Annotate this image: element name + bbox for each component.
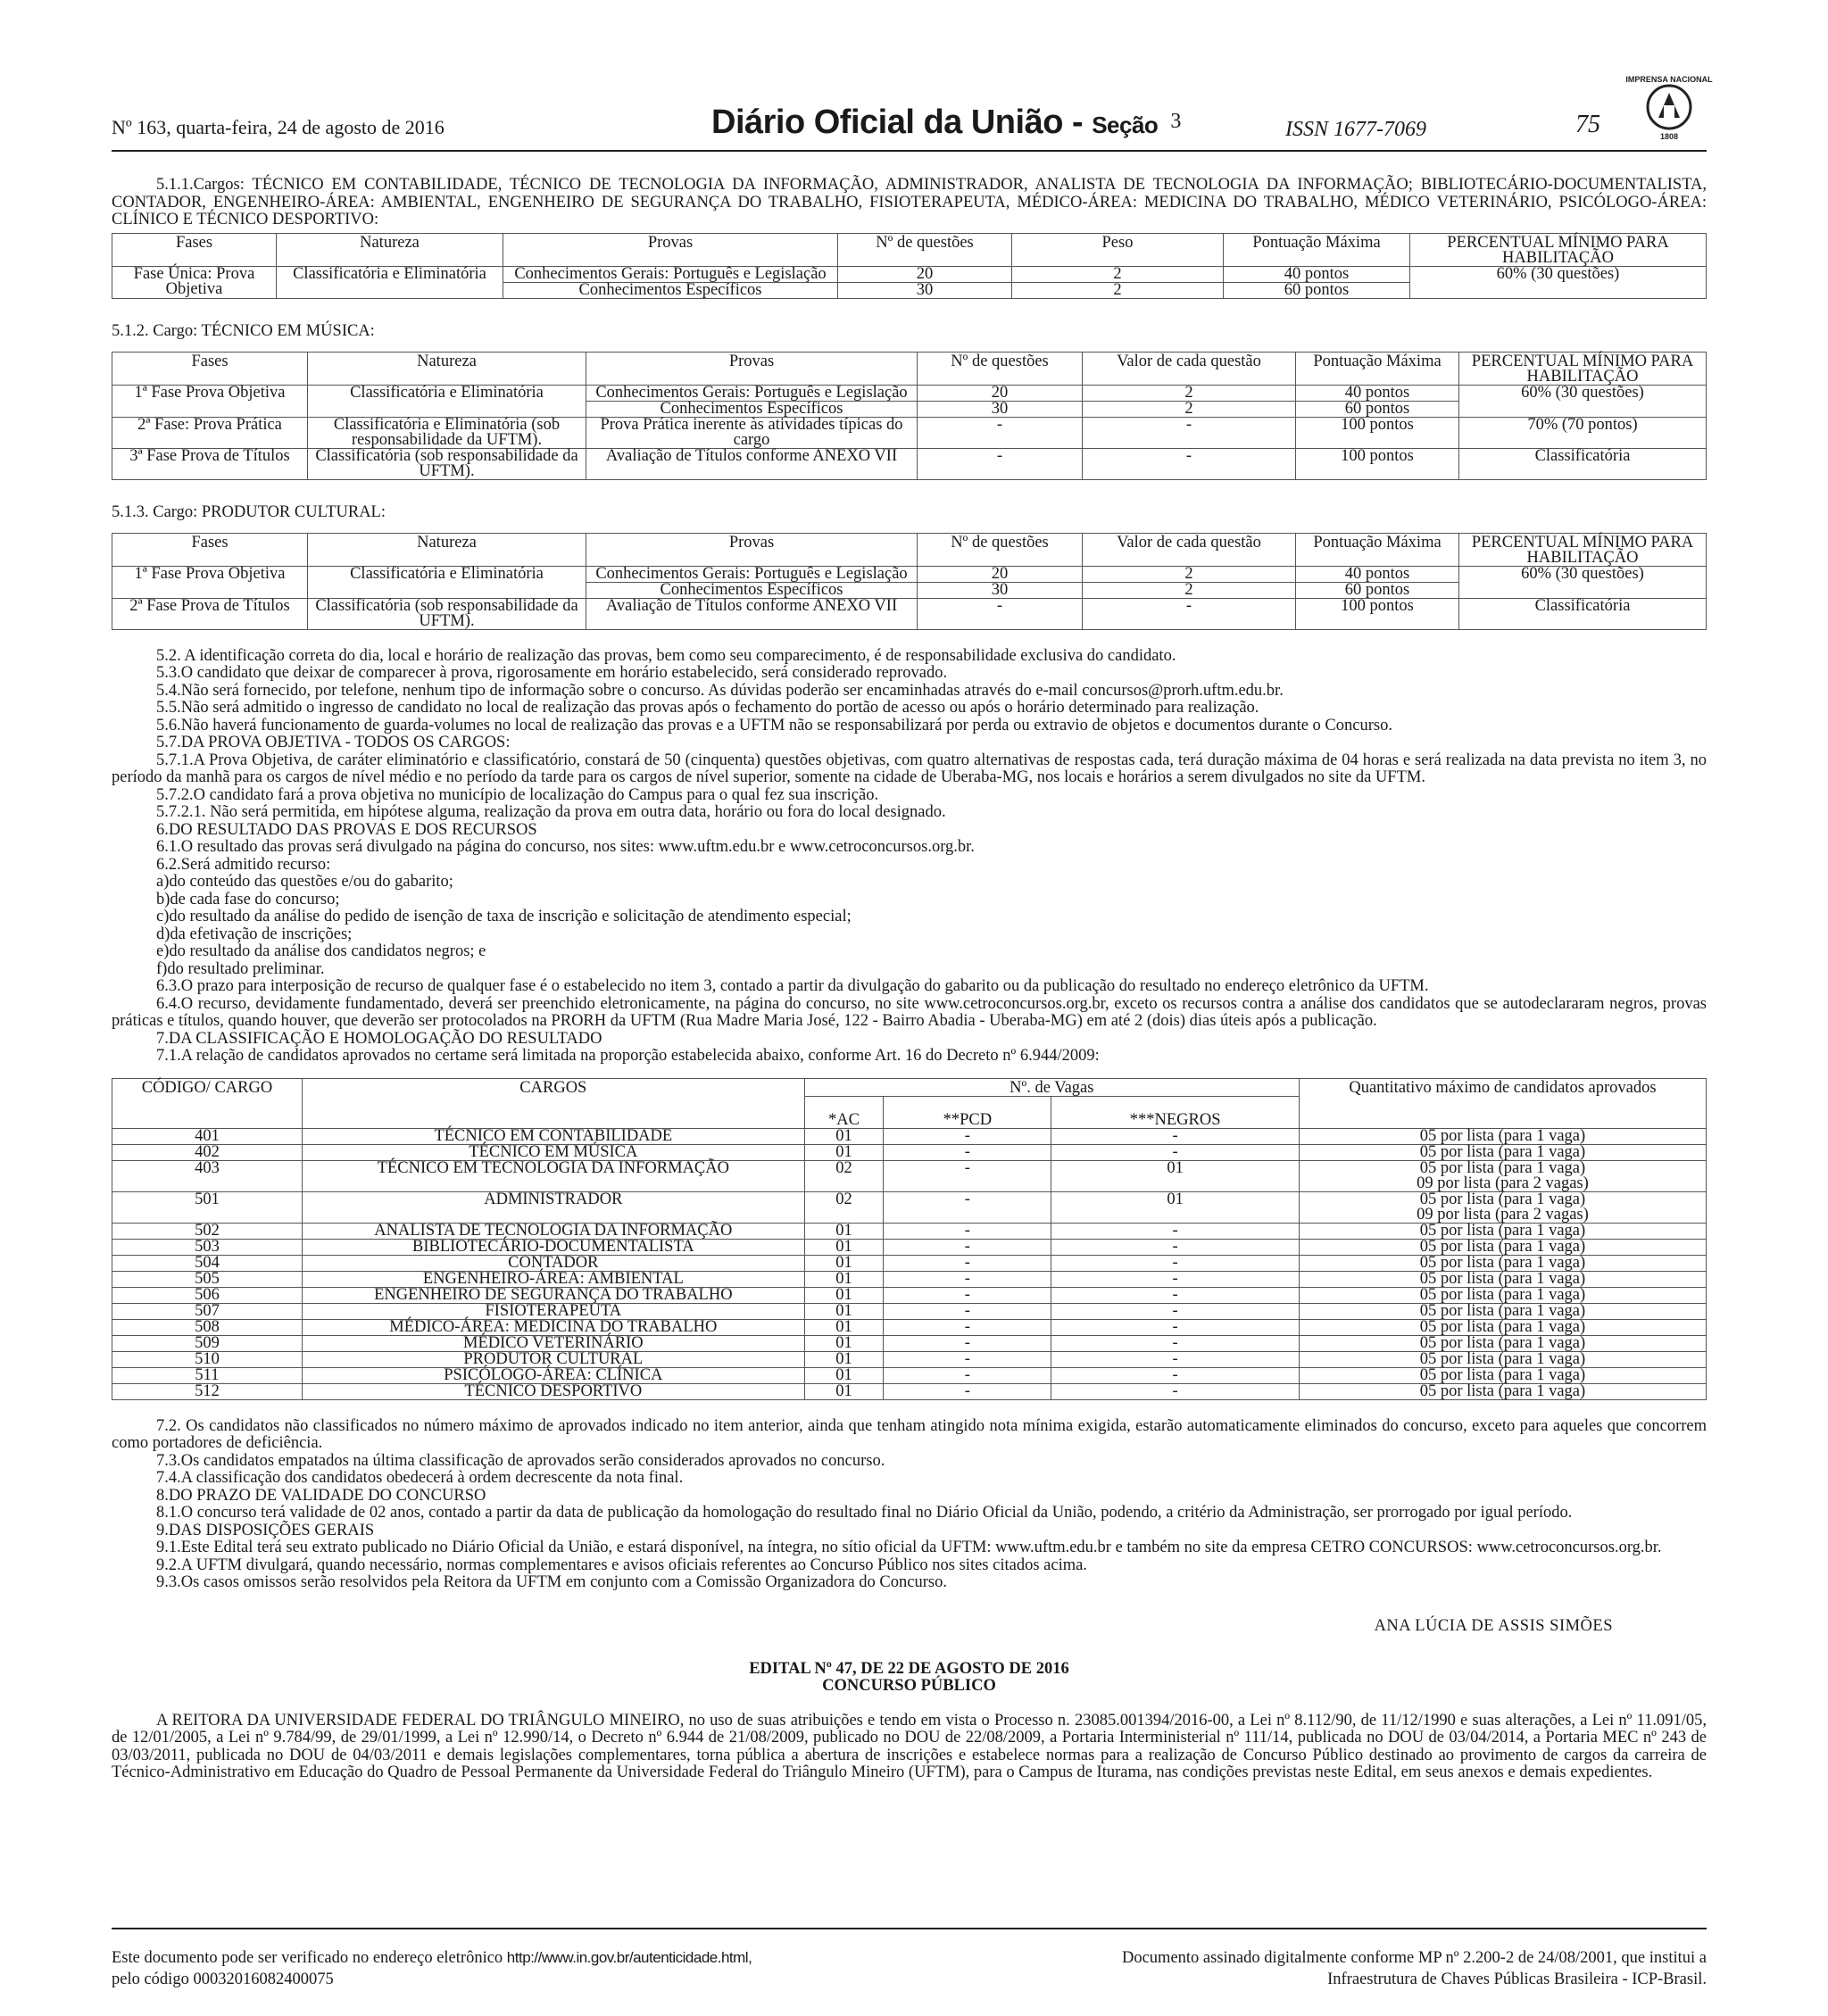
cell-codigo: 512: [112, 1383, 303, 1399]
table-row: [112, 1287, 1707, 1303]
cell-pcd: -: [884, 1287, 1051, 1303]
th-provas: Provas: [586, 352, 918, 385]
cell-percentual: 60% (30 questões): [1410, 266, 1707, 298]
cell-cargo: MÉDICO VETERINÁRIO: [302, 1335, 804, 1351]
cell-quantitativo: [1299, 1351, 1706, 1367]
th-valor: Valor de cada questão: [1083, 352, 1296, 385]
cell-cargo: TÉCNICO EM MÚSICA: [302, 1144, 804, 1160]
quantitativo-line: 05 por lista (para 1 vaga): [1419, 1253, 1586, 1272]
cell-quantitativo: [1299, 1191, 1706, 1223]
cell-codigo: 508: [112, 1319, 303, 1335]
cell-fase: 1ª Fase Prova Objetiva: [112, 385, 308, 417]
page-number: 75: [1575, 111, 1600, 138]
cell-questoes: 20: [838, 266, 1012, 282]
cell-questoes: 20: [918, 385, 1083, 401]
cell-quantitativo: [1299, 1383, 1706, 1399]
issue-date: Nº 163, quarta-feira, 24 de agosto de 2016: [112, 116, 445, 138]
cell-quantitativo: [1299, 1319, 1706, 1335]
cell-cargo: MÉDICO-ÁREA: MEDICINA DO TRABALHO: [302, 1319, 804, 1335]
cell-codigo: 507: [112, 1303, 303, 1319]
cell-quantitativo: [1299, 1271, 1706, 1287]
cell-quantitativo: [1299, 1144, 1706, 1160]
cell-valor: -: [1083, 417, 1296, 448]
table-513: [112, 533, 1707, 630]
signature: ANA LÚCIA DE ASSIS SIMÕES: [1374, 1616, 1613, 1635]
th-questoes: Nº de questões: [838, 233, 1012, 266]
journal-title: [711, 104, 1181, 142]
cell-questoes: 30: [918, 401, 1083, 417]
th-peso: Peso: [1012, 233, 1224, 266]
paragraph: 7.2. Os candidatos não classificados no número máximo de aprovados indicado no item anterior, ainda que tenham atingido nota mínima exigida, estarão automaticamente eliminados do concurso, exceto para aqueles que concorrem como portadores de deficiência.: [112, 1416, 1707, 1452]
paragraph: 9.DAS DISPOSIÇÕES GERAIS: [156, 1521, 375, 1539]
vagas-rows: [112, 1128, 1707, 1399]
page-header: [112, 75, 1713, 152]
cell-fase: Fase Única: Prova Objetiva: [112, 266, 277, 298]
cell-ac: 01: [804, 1351, 884, 1367]
cell-prova: Conhecimentos Gerais: Português e Legislação: [586, 385, 918, 401]
cell-natureza: Classificatória (sob responsabilidade da UFTM).: [308, 598, 586, 629]
journal-name: Diário Oficial da União -: [711, 104, 1084, 141]
cell-ac: 01: [804, 1319, 884, 1335]
quantitativo-line: 05 por lista (para 1 vaga): [1419, 1301, 1586, 1320]
th-questoes: Nº de questões: [918, 533, 1083, 566]
cell-pontuacao: 60 pontos: [1224, 282, 1410, 298]
paragraph: b)de cada fase do concurso;: [156, 890, 340, 908]
s511-intro: 5.1.1.Cargos: TÉCNICO EM CONTABILIDADE, TÉCNICO DE TECNOLOGIA DA INFORMAÇÃO, ADMINISTRADOR, ANALISTA DE TECNOLOGIA DA INFORMAÇÃO; BIBLIOTECÁRIO-DOCUMENTALISTA, CONTADOR, ENGENHEIRO-ÁREA: AMBIENTAL, ENGENHEIRO DE SEGURANÇA DO TRABALHO, FISIOTERAPEUTA, MÉDICO-ÁREA: MEDICINA DO TRABALHO, MÉDICO VETERINÁRIO, PSICÓLOGO-ÁREA: CLÍNICO E TÉCNICO DESPORTIVO:: [112, 176, 1707, 228]
cell-pcd: -: [884, 1128, 1051, 1144]
th-natureza: Natureza: [308, 352, 586, 385]
th-fases: Fases: [112, 352, 308, 385]
paragraphs-section-7-9: [112, 1418, 1707, 1592]
cell-negros: -: [1051, 1271, 1300, 1287]
cell-prova: Prova Prática inerente às atividades típicas do cargo: [586, 417, 918, 448]
cell-quantitativo: [1299, 1287, 1706, 1303]
quantitativo-line: 05 por lista (para 1 vaga): [1419, 1317, 1586, 1336]
cell-negros: -: [1051, 1255, 1300, 1271]
paragraph: 5.6.Não haverá funcionamento de guarda-volumes no local de realização das provas e a UFTM não se responsabilizará por perda ou extravio de objetos e documentos durante o Concurso.: [156, 716, 1392, 734]
cell-valor: 2: [1083, 385, 1296, 401]
cell-pcd: -: [884, 1239, 1051, 1255]
cell-natureza: Classificatória e Eliminatória: [308, 385, 586, 417]
cell-cargo: PSICÓLOGO-ÁREA: CLÍNICA: [302, 1367, 804, 1383]
cell-pontuacao: 100 pontos: [1296, 448, 1459, 479]
footer-verify-text: Este documento pode ser verificado no endereço eletrônico: [112, 1949, 503, 1967]
paragraph: 7.4.A classificação dos candidatos obedecerá à ordem decrescente da nota final.: [156, 1469, 684, 1487]
cell-prova: Conhecimentos Específicos: [586, 582, 918, 598]
cell-cargo: FISIOTERAPEUTA: [302, 1303, 804, 1319]
cell-pcd: -: [884, 1367, 1051, 1383]
paragraph: 9.3.Os casos omissos serão resolvidos pela Reitora da UFTM em conjunto com a Comissão Organizadora do Concurso.: [156, 1573, 947, 1591]
cell-valor: 2: [1083, 582, 1296, 598]
cell-fase: 2ª Fase: Prova Prática: [112, 417, 308, 448]
s512-caption: 5.1.2. Cargo: TÉCNICO EM MÚSICA:: [112, 321, 375, 340]
cell-prova: Avaliação de Títulos conforme ANEXO VII: [586, 448, 918, 479]
cell-codigo: 502: [112, 1223, 303, 1239]
cell-negros: -: [1051, 1223, 1300, 1239]
th-fases: Fases: [112, 233, 277, 266]
cell-peso: 2: [1012, 282, 1224, 298]
cell-negros: -: [1051, 1239, 1300, 1255]
table-row: [112, 1255, 1707, 1271]
cell-cargo: CONTADOR: [302, 1255, 804, 1271]
paragraph: 8.1.O concurso terá validade de 02 anos, contado a partir da data de publicação da homologação do resultado final no Diário Oficial da União, podendo, a critério da Administração, ser prorrogado por igual período.: [156, 1504, 1573, 1522]
table-row: [112, 1303, 1707, 1319]
cell-ac: 02: [804, 1191, 884, 1223]
paragraph: 9.2.A UFTM divulgará, quando necessário, normas complementares e avisos oficiais referentes ao Concurso Público nos sites citados acima.: [156, 1556, 1087, 1574]
quantitativo-line: 05 por lista (para 1 vaga): [1419, 1285, 1586, 1304]
paragraph: 5.3.O candidato que deixar de comparecer à prova, rigorosamente em horário estabelecido, será considerado reprovado.: [156, 664, 948, 682]
paragraph: f)do resultado preliminar.: [156, 959, 325, 978]
paragraph: 7.1.A relação de candidatos aprovados no certame será limitada na proporção estabelecida abaixo, conforme Art. 16 do Decreto nº 6.944/2009:: [156, 1047, 1100, 1065]
cell-pcd: -: [884, 1255, 1051, 1271]
quantitativo-line: 05 por lista (para 1 vaga): [1419, 1269, 1586, 1288]
quantitativo-line: 05 por lista (para 1 vaga): [1419, 1381, 1586, 1400]
th-questoes: Nº de questões: [918, 352, 1083, 385]
cell-cargo: ENGENHEIRO-ÁREA: AMBIENTAL: [302, 1271, 804, 1287]
cell-pcd: -: [884, 1271, 1051, 1287]
cell-ac: 01: [804, 1335, 884, 1351]
paragraph: e)do resultado da análise dos candidatos negros; e: [156, 942, 486, 960]
paragraphs-section-5-7: [112, 648, 1707, 1066]
footer-url-link[interactable]: http://www.in.gov.br/autenticidade.html,: [506, 1949, 752, 1966]
cell-pcd: -: [884, 1191, 1051, 1223]
edital-title: EDITAL Nº 47, DE 22 DE AGOSTO DE 2016: [749, 1659, 1069, 1678]
cell-pontuacao: 40 pontos: [1224, 266, 1410, 282]
cell-prova: Conhecimentos Específicos: [503, 282, 838, 298]
cell-natureza: Classificatória e Eliminatória: [277, 266, 503, 298]
th-pontuacao: Pontuação Máxima: [1296, 352, 1459, 385]
cell-pcd: -: [884, 1383, 1051, 1399]
th-provas: Provas: [503, 233, 838, 266]
th-negros: ***NEGROS: [1051, 1096, 1300, 1128]
cell-ac: 01: [804, 1271, 884, 1287]
quantitativo-line: 05 por lista (para 1 vaga): [1419, 1237, 1586, 1256]
edital-body: A REITORA DA UNIVERSIDADE FEDERAL DO TRIÂNGULO MINEIRO, no uso de suas atribuições e tendo em vista o Processo n. 23085.001394/2016-00, a Lei nº 8.112/90, de 11/12/1990 e suas alterações, a Lei nº 11.091/05, de 12/01/2005, a Lei nº 9.784/99, de 29/01/1999, a Lei nº 12.990/14, o Decreto nº 6.944 de 21/08/2009, publicado no DOU de 22/08/2009, a Portaria Interministerial nº 111/14, publicada no DOU de 03/04/2014, a Portaria MEC nº 243 de 03/03/2011, publicada no DOU de 04/03/2011 e demais legislações complementares, torna pública a abertura de inscrições e estabelece normas para a realização de Concurso Público destinado ao provimento de cargos da carreira de Técnico-Administrativo em Educação do Quadro de Pessoal Permanente da Universidade Federal do Triângulo Mineiro (UFTM), para o Campus de Iturama, nas condições previstas neste Edital, em seus anexos e demais expedientes.: [112, 1711, 1707, 1781]
edital-subtitle: CONCURSO PÚBLICO: [822, 1676, 996, 1695]
paragraph: 7.DA CLASSIFICAÇÃO E HOMOLOGAÇÃO DO RESULTADO: [156, 1029, 602, 1048]
cell-pontuacao: 100 pontos: [1296, 598, 1459, 629]
cell-ac: 01: [804, 1128, 884, 1144]
cell-cargo: ENGENHEIRO DE SEGURANÇA DO TRABALHO: [302, 1287, 804, 1303]
cell-quantitativo: [1299, 1367, 1706, 1383]
th-pcd: **PCD: [884, 1096, 1051, 1128]
th-codigo: CÓDIGO/ CARGO: [112, 1078, 303, 1128]
cell-cargo: TÉCNICO EM CONTABILIDADE: [302, 1128, 804, 1144]
cell-codigo: 503: [112, 1239, 303, 1255]
th-pontuacao: Pontuação Máxima: [1296, 533, 1459, 566]
quantitativo-line: 09 por lista (para 2 vagas): [1417, 1174, 1589, 1192]
vagas-table: [112, 1078, 1707, 1400]
cell-cargo: TÉCNICO DESPORTIVO: [302, 1383, 804, 1399]
cell-negros: -: [1051, 1367, 1300, 1383]
paragraph: 7.3.Os candidatos empatados na última classificação de aprovados serão considerados aprovados no concurso.: [156, 1451, 885, 1470]
cell-valor: 2: [1083, 401, 1296, 417]
quantitativo-line: 05 por lista (para 1 vaga): [1419, 1190, 1586, 1208]
paragraph: a)do conteúdo das questões e/ou do gabarito;: [156, 873, 453, 891]
cell-quantitativo: [1299, 1223, 1706, 1239]
th-percentual: PERCENTUAL MÍNIMO PARA HABILITAÇÃO: [1459, 533, 1707, 566]
cell-percentual: 60% (30 questões): [1459, 566, 1707, 598]
cell-negros: 01: [1051, 1191, 1300, 1223]
cell-pcd: -: [884, 1223, 1051, 1239]
paragraph: 6.4.O recurso, devidamente fundamentado, deverá ser preenchido eletronicamente, na página do concurso, no site www.cetroconcursos.org.br, exceto os recursos contra a análise dos candidatos que se autodeclararam negros, provas práticas e títulos, quando houver, que deverão ser protocolados na PRORH da UFTM (Rua Madre Maria José, 122 - Bairro Abadia - Uberaba-MG) em até 2 (dois) dias úteis após a publicação.: [112, 994, 1707, 1030]
cell-cargo: BIBLIOTECÁRIO-DOCUMENTALISTA: [302, 1239, 804, 1255]
cell-pontuacao: 100 pontos: [1296, 417, 1459, 448]
paragraph: 6.3.O prazo para interposição de recurso de qualquer fase é o estabelecido no item 3, contado a partir da divulgação do gabarito ou da publicação do resultado no endereço eletrônico da UFTM.: [156, 977, 1429, 995]
table-row: [112, 1160, 1707, 1191]
cell-quantitativo: [1299, 1255, 1706, 1271]
footer-signature-text: Documento assinado digitalmente conforme MP nº 2.200-2 de 24/08/2001, que institui a: [1121, 1949, 1707, 1967]
th-quantitativo: Quantitativo máximo de candidatos aprovados: [1299, 1078, 1706, 1128]
cell-negros: -: [1051, 1287, 1300, 1303]
quantitativo-line: 05 por lista (para 1 vaga): [1419, 1158, 1586, 1177]
cell-pontuacao: 40 pontos: [1296, 566, 1459, 582]
th-valor: Valor de cada questão: [1083, 533, 1296, 566]
cell-natureza: Classificatória e Eliminatória (sob responsabilidade da UFTM).: [308, 417, 586, 448]
cell-codigo: 501: [112, 1191, 303, 1223]
paragraph: 9.1.Este Edital terá seu extrato publicado no Diário Oficial da União, e estará disponível, na íntegra, no sítio oficial da UFTM: www.uftm.edu.br e também no site da empresa CETRO CONCURSOS: www.cetroconcursos.org.br.: [156, 1539, 1662, 1556]
th-cargos: CARGOS: [302, 1078, 804, 1128]
cell-cargo: TÉCNICO EM TECNOLOGIA DA INFORMAÇÃO: [302, 1160, 804, 1191]
paragraph: 5.7.2.O candidato fará a prova objetiva no município de localização do Campus para o qual fez sua inscrição.: [156, 785, 879, 804]
cell-natureza: Classificatória e Eliminatória: [308, 566, 586, 598]
cell-quantitativo: [1299, 1128, 1706, 1144]
cell-cargo: ADMINISTRADOR: [302, 1191, 804, 1223]
cell-prova: Conhecimentos Gerais: Português e Legislação: [503, 266, 838, 282]
cell-codigo: 401: [112, 1128, 303, 1144]
cell-pcd: -: [884, 1319, 1051, 1335]
cell-negros: -: [1051, 1303, 1300, 1319]
paragraph: 6.DO RESULTADO DAS PROVAS E DOS RECURSOS: [156, 820, 537, 839]
cell-pcd: -: [884, 1351, 1051, 1367]
footer-icp-text: Infraestrutura de Chaves Públicas Brasileira - ICP-Brasil.: [1327, 1970, 1707, 1988]
cell-ac: 01: [804, 1144, 884, 1160]
footer-code: pelo código 00032016082400075: [112, 1970, 334, 1988]
cell-prova: Avaliação de Títulos conforme ANEXO VII: [586, 598, 918, 629]
th-pontuacao: Pontuação Máxima: [1224, 233, 1410, 266]
table-row: [112, 1383, 1707, 1399]
cell-percentual: Classificatória: [1459, 598, 1707, 629]
cell-ac: 01: [804, 1255, 884, 1271]
th-ac: *AC: [804, 1096, 884, 1128]
cell-quantitativo: [1299, 1239, 1706, 1255]
cell-negros: -: [1051, 1351, 1300, 1367]
cell-natureza: Classificatória (sob responsabilidade da UFTM).: [308, 448, 586, 479]
svg-text:IMPRENSA NACIONAL: IMPRENSA NACIONAL: [1625, 75, 1713, 84]
cell-questoes: -: [918, 598, 1083, 629]
table-row: [112, 1335, 1707, 1351]
section-number: 3: [1170, 110, 1181, 133]
cell-negros: 01: [1051, 1160, 1300, 1191]
cell-quantitativo: [1299, 1160, 1706, 1191]
quantitativo-line: 05 por lista (para 1 vaga): [1419, 1221, 1586, 1240]
cell-negros: -: [1051, 1383, 1300, 1399]
cell-pontuacao: 60 pontos: [1296, 582, 1459, 598]
table-row: [112, 1351, 1707, 1367]
paragraph: 5.7.DA PROVA OBJETIVA - TODOS OS CARGOS:: [156, 734, 511, 751]
s513-caption: 5.1.3. Cargo: PRODUTOR CULTURAL:: [112, 502, 386, 521]
cell-quantitativo: [1299, 1303, 1706, 1319]
th-natureza: Natureza: [277, 233, 503, 266]
cell-prova: Conhecimentos Específicos: [586, 401, 918, 417]
cell-valor: 2: [1083, 566, 1296, 582]
cell-ac: 01: [804, 1367, 884, 1383]
cell-fase: 1ª Fase Prova Objetiva: [112, 566, 308, 598]
cell-quantitativo: [1299, 1335, 1706, 1351]
quantitativo-line: 05 por lista (para 1 vaga): [1419, 1349, 1586, 1368]
paragraph: 5.2. A identificação correta do dia, local e horário de realização das provas, bem como seu comparecimento, é de responsabilidade exclusiva do candidato.: [156, 646, 1176, 665]
table-row: [112, 1191, 1707, 1223]
table-row: [112, 1128, 1707, 1144]
cell-ac: 01: [804, 1223, 884, 1239]
cell-valor: -: [1083, 598, 1296, 629]
cell-ac: 02: [804, 1160, 884, 1191]
th-provas: Provas: [586, 533, 918, 566]
imprensa-nacional-seal-icon: [1625, 71, 1713, 143]
paragraph: 5.5.Não será admitido o ingresso de candidato no local de realização das provas após o fechamento do portão de acesso ou após o horário determinado para realização.: [156, 699, 1259, 717]
cell-valor: -: [1083, 448, 1296, 479]
paragraph: c)do resultado da análise do pedido de isenção de taxa de inscrição e solicitação de atendimento especial;: [156, 908, 852, 925]
paragraph: 6.2.Será admitido recurso:: [156, 855, 331, 874]
cell-prova: Conhecimentos Gerais: Português e Legislação: [586, 566, 918, 582]
cell-questoes: 20: [918, 566, 1083, 582]
quantitativo-line: 09 por lista (para 2 vagas): [1417, 1205, 1589, 1224]
cell-pcd: -: [884, 1144, 1051, 1160]
table-row: [112, 1144, 1707, 1160]
table-row: [112, 1319, 1707, 1335]
cell-pcd: -: [884, 1160, 1051, 1191]
paragraph: 5.7.2.1. Não será permitida, em hipótese alguma, realização da prova em outra data, horário ou fora do local designado.: [156, 803, 946, 821]
table-row: [112, 1239, 1707, 1255]
table-row: [112, 1271, 1707, 1287]
cell-pcd: -: [884, 1335, 1051, 1351]
cell-questoes: -: [918, 417, 1083, 448]
cell-codigo: 402: [112, 1144, 303, 1160]
page-footer: [112, 1928, 1707, 1988]
cell-codigo: 506: [112, 1287, 303, 1303]
issn: ISSN 1677-7069: [1285, 118, 1426, 141]
paragraph: 6.1.O resultado das provas será divulgado na página do concurso, nos sites: www.uftm.edu.br e www.cetroconcursos.org.br.: [156, 838, 975, 856]
cell-pontuacao: 40 pontos: [1296, 385, 1459, 401]
cell-codigo: 504: [112, 1255, 303, 1271]
cell-pontuacao: 60 pontos: [1296, 401, 1459, 417]
cell-percentual: 60% (30 questões): [1459, 385, 1707, 417]
cell-negros: -: [1051, 1335, 1300, 1351]
cell-codigo: 403: [112, 1160, 303, 1191]
quantitativo-line: 05 por lista (para 1 vaga): [1419, 1365, 1586, 1384]
cell-questoes: 30: [838, 282, 1012, 298]
paragraph: 5.7.1.A Prova Objetiva, de caráter eliminatório e classificatório, constará de 50 (cinquenta) questões objetivas, com quatro alternativas de respostas cada, terá duração máxima de 04 horas e será realizada na data prevista no item 3, no período da manhã para os cargos de nível médio e no período da tarde para os cargos de nível superior, somente na cidade de Uberaba-MG, nos locais e horários a serem divulgados no site da UFTM.: [112, 751, 1707, 786]
cell-ac: 01: [804, 1383, 884, 1399]
th-percentual: PERCENTUAL MÍNIMO PARA HABILITAÇÃO: [1459, 352, 1707, 385]
table-row: [112, 1223, 1707, 1239]
svg-text:1808: 1808: [1659, 132, 1679, 141]
cell-ac: 01: [804, 1287, 884, 1303]
cell-percentual: Classificatória: [1459, 448, 1707, 479]
footer-right: [1122, 1947, 1707, 1990]
cell-cargo: PRODUTOR CULTURAL: [302, 1351, 804, 1367]
cell-pcd: -: [884, 1303, 1051, 1319]
cell-fase: 3ª Fase Prova de Títulos: [112, 448, 308, 479]
cell-questoes: -: [918, 448, 1083, 479]
paragraph: 8.DO PRAZO DE VALIDADE DO CONCURSO: [156, 1486, 486, 1505]
cell-negros: -: [1051, 1128, 1300, 1144]
cell-ac: 01: [804, 1303, 884, 1319]
th-natureza: Natureza: [308, 533, 586, 566]
cell-codigo: 511: [112, 1367, 303, 1383]
th-vagas: Nº. de Vagas: [804, 1078, 1299, 1096]
edital-heading: [112, 1661, 1707, 1695]
footer-left: [112, 1947, 752, 1990]
cell-codigo: 509: [112, 1335, 303, 1351]
paragraph: 5.4.Não será fornecido, por telefone, nenhum tipo de informação sobre o concurso. As dúvidas poderão ser encaminhadas através do e-mail concursos@prorh.uftm.edu.br.: [156, 681, 1284, 700]
document-page: [112, 75, 1713, 1782]
quantitativo-line: 05 por lista (para 1 vaga): [1419, 1333, 1586, 1352]
quantitativo-line: 05 por lista (para 1 vaga): [1419, 1126, 1586, 1145]
cell-ac: 01: [804, 1239, 884, 1255]
cell-codigo: 510: [112, 1351, 303, 1367]
cell-questoes: 30: [918, 582, 1083, 598]
table-row: [112, 1367, 1707, 1383]
cell-fase: 2ª Fase Prova de Títulos: [112, 598, 308, 629]
table-511: [112, 233, 1707, 299]
cell-cargo: ANALISTA DE TECNOLOGIA DA INFORMAÇÃO: [302, 1223, 804, 1239]
cell-negros: -: [1051, 1144, 1300, 1160]
table-512: [112, 352, 1707, 480]
cell-codigo: 505: [112, 1271, 303, 1287]
th-fases: Fases: [112, 533, 308, 566]
paragraph: d)da efetivação de inscrições;: [156, 925, 353, 943]
cell-peso: 2: [1012, 266, 1224, 282]
quantitativo-line: 05 por lista (para 1 vaga): [1419, 1142, 1586, 1161]
cell-percentual: 70% (70 pontos): [1459, 417, 1707, 448]
section-label: Seção: [1092, 112, 1159, 138]
th-percentual: PERCENTUAL MÍNIMO PARA HABILITAÇÃO: [1410, 233, 1707, 266]
cell-negros: -: [1051, 1319, 1300, 1335]
